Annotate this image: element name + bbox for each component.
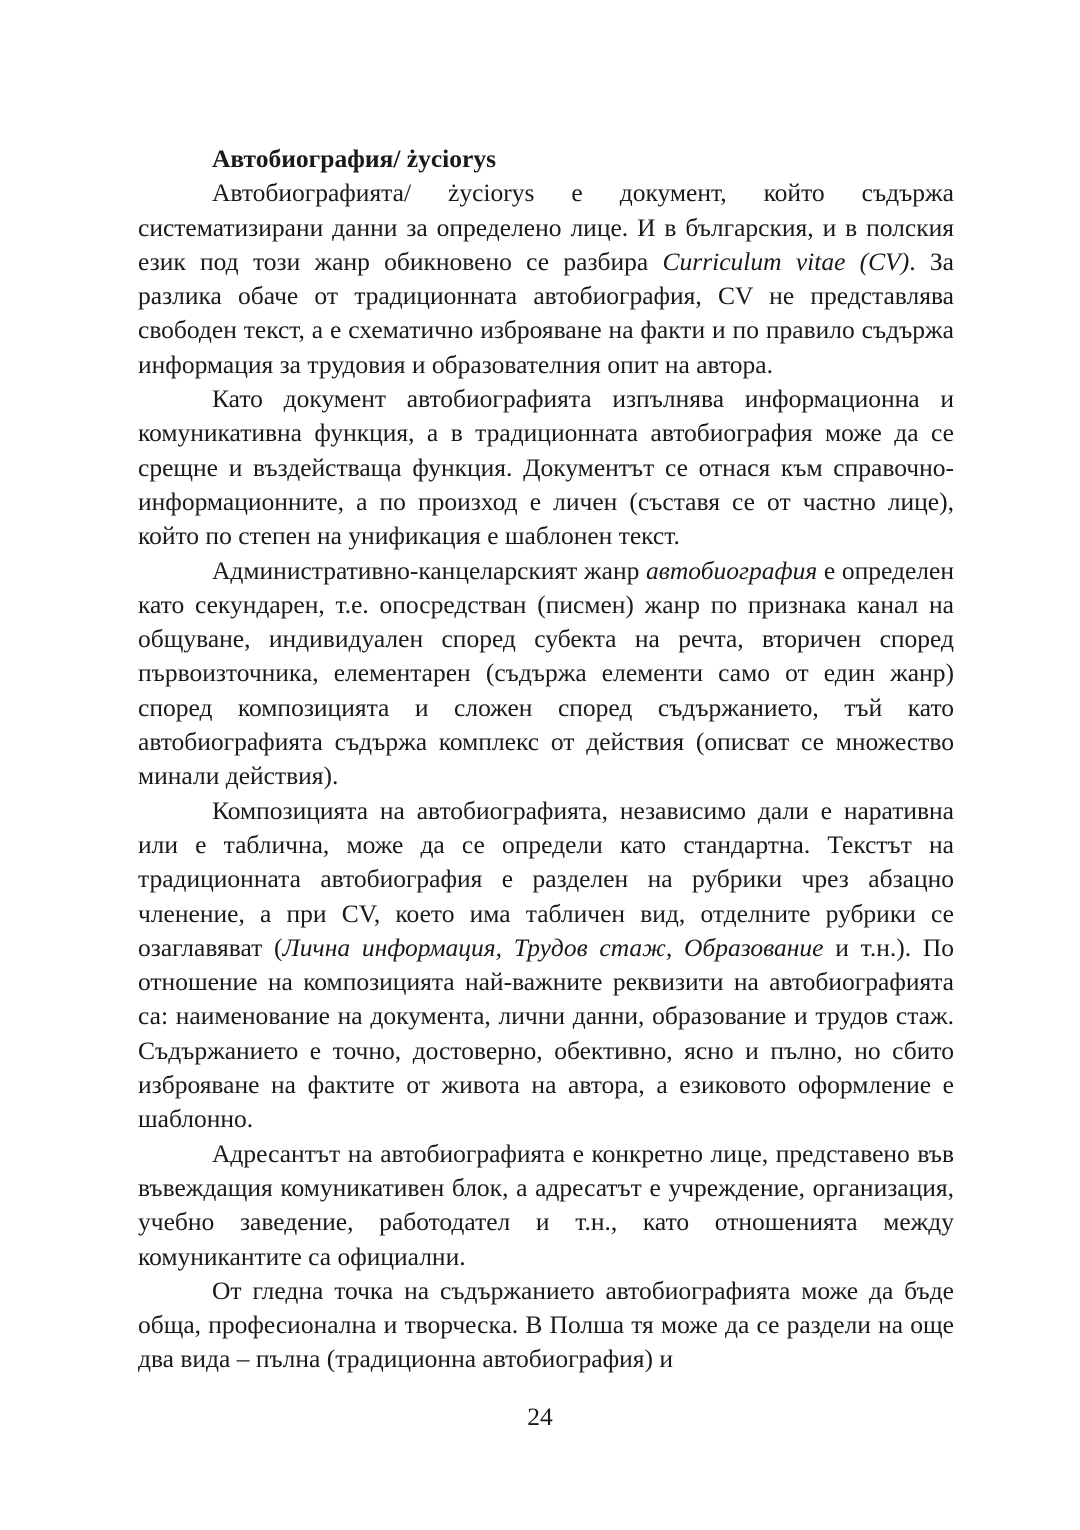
- paragraph: [138, 554, 954, 794]
- text-run: От гледна точка на съдържанието автобиографията може да бъде обща, професионална и творческа. В Полша тя може да се раздели на още два вида – пълна (традиционна автобиография) и: [138, 1275, 954, 1374]
- text-run: Композицията на автобиографията, независимо дали е наративна или е таблична, може да се определи като стандартна. Текстът на традиционната автобиография е разделен на рубрики чрез абзацно членение, а при CV, което има табличен вид, отделните рубрики се озаглавяват (: [138, 795, 954, 962]
- text-run: Автобиографията/ życiorys е документ, който съдържа систематизирани данни за определено лице. И в българския, и в полския език под този жанр обикновено се разбира: [138, 178, 954, 276]
- section-heading: Автобиография/ życiorys: [212, 144, 496, 173]
- paragraphs-container: [138, 176, 954, 1376]
- paragraph: [138, 794, 954, 1137]
- paragraph: [138, 1137, 954, 1274]
- text-run: Административно-канцеларският жанр: [212, 555, 647, 585]
- italic-text-run: Curriculum vitae (CV): [662, 246, 910, 276]
- text-run: Като документ автобиографията изпълнява информационна и комуникативна функция, а в традиционната автобиография може да се срещне и въздействаща функция. Документът се отнася към справочно-информационните, а по произход е личен (съставя се от частно лице), който по степен на унификация е шаблонен текст.: [138, 384, 954, 551]
- paragraph: [138, 382, 954, 553]
- text-body: [138, 142, 954, 1377]
- italic-text-run: Лична информация, Трудов стаж, Образование: [282, 932, 824, 962]
- paragraph: [138, 1274, 954, 1377]
- text-run: е определен като секундарен, т.е. опосредстван (писмен) жанр по признака канал на общуване, индивидуален според субекта на речта, вторичен според първоизточника, елементарен (съдържа елементи само от един жанр) според композицията и сложен според съдържанието, тъй като автобиографията съдържа комплекс от действия (описват се множество минали действия).: [138, 555, 954, 791]
- text-run: . За разлика обаче от традиционната автобиография, CV не представлява свободен текст, а е схематично изброяване на факти и по правило съдържа информация за трудовия и образователния опит на автора.: [138, 246, 955, 379]
- italic-text-run: автобиография: [646, 555, 818, 585]
- page-number: 24: [527, 1402, 553, 1431]
- paragraph: [138, 176, 954, 382]
- text-run: и т.н.). По отношение на композицията най-важните реквизити на автобиографията са: наименование на документа, лични данни, образование и трудов стаж. Съдържанието е точно, достоверно, обективно, ясно и пълно, но сбито изброяване на фактите от живота на автора, а езиковото оформление е шаблонно.: [138, 932, 954, 1134]
- text-run: Адресантът на автобиографията е конкретно лице, представено във въвеждащия комуникативен блок, а адресатът е учреждение, организация, учебно заведение, работодател и т.н., като отношенията между комуникантите са официални.: [138, 1138, 954, 1271]
